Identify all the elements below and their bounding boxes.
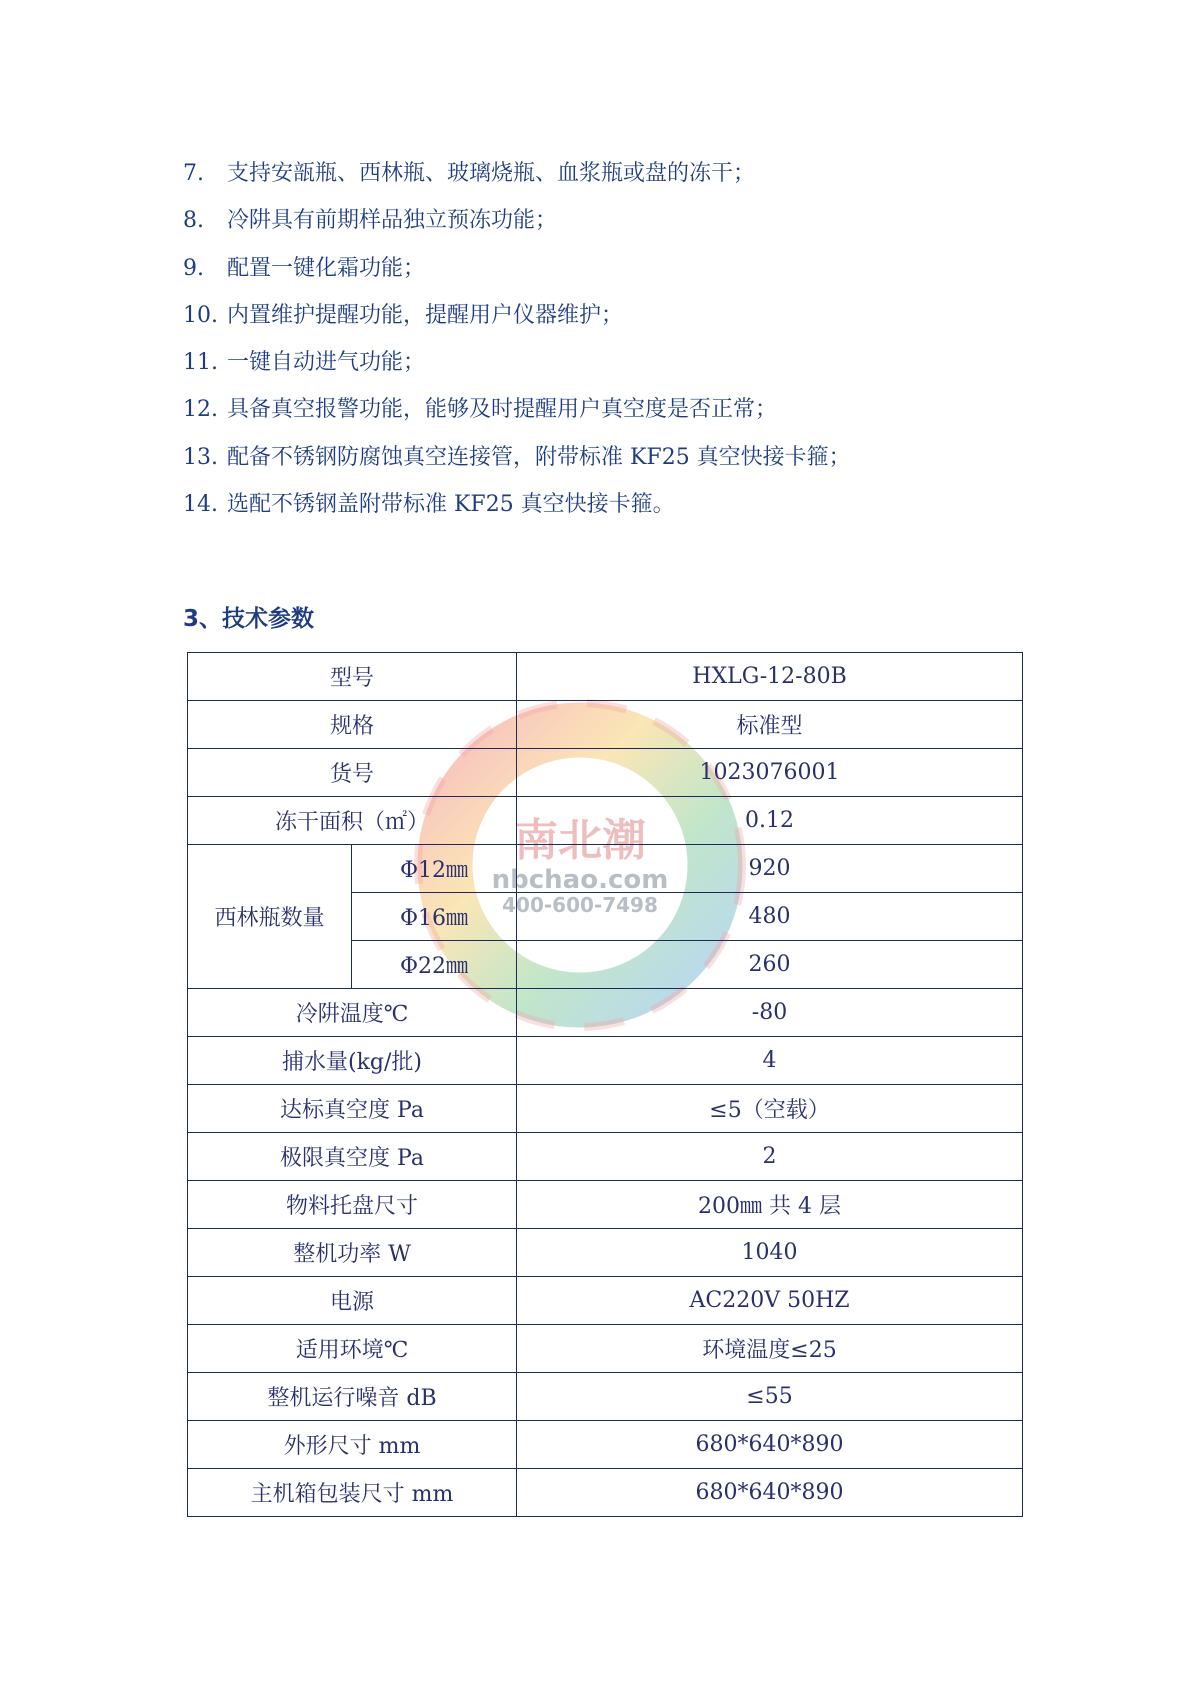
feature-item [183, 481, 1143, 528]
table-row [188, 1469, 1023, 1517]
table-row [188, 845, 1023, 893]
param-label: 冷阱温度℃ [188, 989, 517, 1037]
param-value: 680*640*890 [517, 1421, 1023, 1469]
table-row [188, 1037, 1023, 1085]
param-value: 环境温度≤25 [517, 1325, 1023, 1373]
vial-count: 480 [517, 893, 1023, 941]
param-value: ≤55 [517, 1373, 1023, 1421]
param-label: 整机运行噪音 dB [188, 1373, 517, 1421]
param-value: 680*640*890 [517, 1469, 1023, 1517]
param-label: 型号 [188, 653, 517, 701]
tech-params-table [187, 652, 1023, 1517]
param-label: 适用环境℃ [188, 1325, 517, 1373]
param-label: 捕水量(kg/批) [188, 1037, 517, 1085]
param-label: 规格 [188, 701, 517, 749]
param-label: 物料托盘尺寸 [188, 1181, 517, 1229]
table-row [188, 989, 1023, 1037]
watermark-brand: 南北潮 [514, 815, 646, 866]
param-label: 冻干面积（㎡） [188, 797, 517, 845]
param-value: -80 [517, 989, 1023, 1037]
table-row [188, 1133, 1023, 1181]
param-value: 4 [517, 1037, 1023, 1085]
feature-text: 选配不锈钢盖附带标准 KF25 真空快接卡箍。 [227, 492, 675, 518]
feature-item [183, 339, 1143, 386]
param-label: 达标真空度 Pa [188, 1085, 517, 1133]
table-row [188, 1181, 1023, 1229]
feature-number: 11. [183, 350, 218, 376]
param-value: 1040 [517, 1229, 1023, 1277]
vial-count: 920 [517, 845, 1023, 893]
feature-number: 9. [183, 255, 204, 281]
param-value: 200㎜ 共 4 层 [517, 1181, 1023, 1229]
feature-number: 12. [183, 397, 218, 423]
param-value: AC220V 50HZ [517, 1277, 1023, 1325]
feature-text: 配置一键化霜功能； [227, 255, 426, 281]
feature-text: 支持安瓿瓶、西林瓶、玻璃烧瓶、血浆瓶或盘的冻干； [227, 161, 756, 186]
param-label: 主机箱包装尺寸 mm [188, 1469, 517, 1517]
watermark-domain: nbchao.com [491, 865, 669, 895]
param-label: 整机功率 W [188, 1229, 517, 1277]
feature-item [183, 386, 1143, 433]
vial-size: Φ16㎜ [352, 893, 517, 941]
param-label: 外形尺寸 mm [188, 1421, 517, 1469]
param-value: ≤5（空载） [517, 1085, 1023, 1133]
table-row [188, 1229, 1023, 1277]
table-row [188, 1085, 1023, 1133]
feature-number: 14. [183, 492, 218, 518]
table-row [188, 797, 1023, 845]
table-row [188, 653, 1023, 701]
vial-size: Φ12㎜ [352, 845, 517, 893]
param-label: 电源 [188, 1277, 517, 1325]
feature-number: 13. [183, 444, 218, 470]
feature-text: 配备不锈钢防腐蚀真空连接管，附带标准 KF25 真空快接卡箍； [227, 444, 851, 470]
param-label: 货号 [188, 749, 517, 797]
param-value: HXLG-12-80B [517, 653, 1023, 701]
table-row [188, 1325, 1023, 1373]
param-value: 2 [517, 1133, 1023, 1181]
table-row [188, 701, 1023, 749]
feature-item [183, 197, 1143, 244]
param-value: 0.12 [517, 797, 1023, 845]
feature-item [183, 434, 1143, 481]
feature-text: 内置维护提醒功能，提醒用户仪器维护； [227, 302, 624, 328]
table-row [188, 1373, 1023, 1421]
param-value: 标准型 [517, 701, 1023, 749]
watermark-phone: 400-600-7498 [502, 893, 658, 917]
feature-item [183, 292, 1143, 339]
vial-count: 260 [517, 941, 1023, 989]
table-row [188, 1421, 1023, 1469]
feature-text: 一键自动进气功能； [227, 350, 426, 376]
vial-group-label: 西林瓶数量 [188, 845, 352, 989]
param-label: 极限真空度 Pa [188, 1133, 517, 1181]
param-value: 1023076001 [517, 749, 1023, 797]
feature-number: 8. [183, 208, 204, 234]
feature-number: 7. [183, 161, 204, 186]
feature-text: 具备真空报警功能，能够及时提醒用户真空度是否正常； [227, 397, 778, 423]
feature-text: 冷阱具有前期样品独立预冻功能； [227, 208, 558, 234]
feature-number: 10. [183, 302, 218, 328]
vial-size: Φ22㎜ [352, 941, 517, 989]
feature-list [183, 150, 1143, 528]
feature-item [183, 150, 1143, 197]
table-row [188, 749, 1023, 797]
section-title: 3、技术参数 [183, 606, 315, 632]
feature-item [183, 245, 1143, 292]
table-row [188, 1277, 1023, 1325]
